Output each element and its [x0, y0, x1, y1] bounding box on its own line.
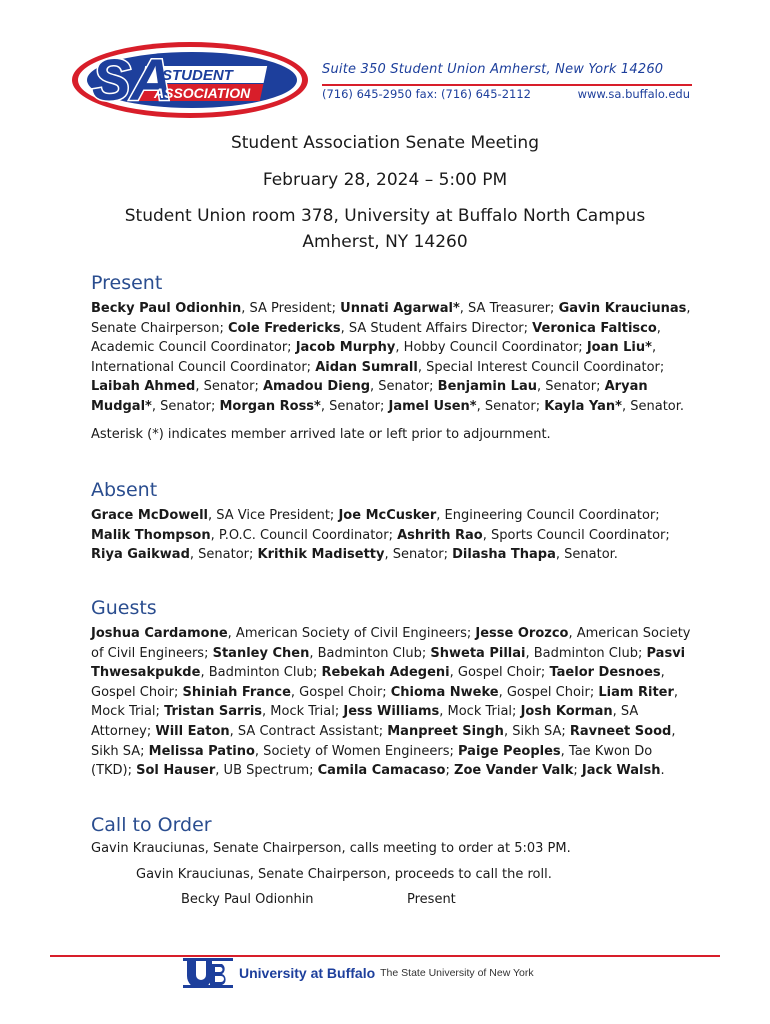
member-name: Benjamin Lau	[437, 379, 537, 395]
roll-row	[181, 892, 691, 907]
university-subtitle: The State University of New York	[380, 967, 534, 979]
member-name: Laibah Ahmed	[91, 379, 196, 395]
member-name: Josh Korman	[520, 704, 613, 720]
member-role: , Badminton Club;	[200, 665, 322, 681]
member-name: Taelor Desnoes	[549, 665, 661, 681]
header-divider	[322, 84, 692, 86]
member-role: ;	[573, 763, 582, 779]
ub-logo-icon	[183, 958, 233, 988]
roll-status: Present	[407, 892, 456, 907]
member-name: Ravneet Sood	[569, 723, 672, 739]
present-section	[91, 272, 691, 442]
member-role: , SA Contract Assistant;	[229, 723, 388, 739]
member-role: , Senator;	[195, 379, 263, 395]
member-name: Paige Peoples	[458, 743, 561, 759]
member-role: , P.O.C. Council Coordinator;	[210, 527, 398, 543]
member-name: Stanley Chen	[212, 645, 310, 661]
member-role: , Mock Trial;	[439, 704, 521, 720]
member-name: Melissa Patino	[148, 743, 255, 759]
present-list	[91, 299, 691, 417]
member-name: Liam Riter	[598, 684, 674, 700]
member-role: , Senator;	[384, 547, 453, 563]
member-role: , Gospel Choir;	[498, 684, 599, 700]
svg-text:SA: SA	[92, 48, 173, 113]
member-name: Jack Walsh	[581, 763, 661, 779]
member-role: , Special Interest Council Coordinator;	[417, 359, 665, 375]
member-role: , Gospel Choir;	[91, 665, 665, 700]
member-name: Rebekah Adegeni	[321, 665, 450, 681]
roll-name: Becky Paul Odionhin	[181, 892, 314, 907]
member-name: Grace McDowell	[91, 508, 209, 523]
member-name: Jesse Orozco	[475, 626, 569, 641]
member-role: , Senator.	[621, 398, 685, 414]
svg-text:ASSOCIATION: ASSOCIATION	[154, 85, 251, 101]
member-name: Unnati Agarwal*	[340, 301, 460, 316]
letterhead	[70, 34, 710, 124]
call-to-order-section	[91, 814, 691, 907]
member-name: Ashrith Rao	[397, 527, 483, 543]
roll-call-text: Gavin Krauciunas, Senate Chairperson, proceeds to call the roll.	[136, 867, 552, 882]
member-role: , SA President;	[241, 301, 341, 316]
website-link[interactable]: www.sa.buffalo.edu	[577, 87, 690, 101]
guests-section	[91, 597, 691, 781]
university-name: University at Buffalo	[239, 965, 376, 981]
member-name: Manpreet Singh	[387, 723, 504, 739]
address: Suite 350 Student Union Amherst, New York 14260	[322, 62, 664, 77]
member-name: Riya Gaikwad	[91, 547, 190, 563]
member-role: , Mock Trial;	[262, 704, 344, 720]
member-role: , Mock Trial;	[91, 684, 679, 720]
member-name: Dilasha Thapa	[452, 547, 556, 563]
member-role: , SA Student Affairs Director;	[340, 320, 533, 336]
member-name: Malik Thompson	[91, 527, 211, 543]
member-name: Will Eaton	[155, 723, 230, 739]
member-name: Camila Camacaso	[317, 763, 446, 779]
member-name: Tristan Sarris	[164, 704, 263, 720]
member-role: , Sports Council Coordinator;	[482, 527, 670, 543]
meeting-location-line2: Amherst, NY 14260	[302, 232, 468, 252]
member-name: Joe McCusker	[338, 508, 437, 523]
member-role: , American Society of Civil Engineers;	[227, 626, 476, 641]
member-name: Becky Paul Odionhin	[91, 301, 242, 316]
member-name: Shiniah France	[182, 684, 291, 700]
member-role: , Engineering Council Coordinator;	[436, 508, 660, 523]
meeting-date: February 28, 2024 – 5:00 PM	[262, 170, 508, 190]
asterisk-note: Asterisk (*) indicates member arrived late or left prior to adjournment.	[91, 426, 551, 442]
member-name: Aidan Sumrall	[315, 359, 418, 375]
footer	[183, 958, 534, 988]
member-role: , Sikh SA;	[91, 723, 676, 759]
member-role: , International Council Coordinator;	[91, 340, 657, 375]
member-name: Joshua Cardamone	[91, 626, 228, 641]
member-name: Shweta Pillai	[430, 645, 526, 661]
member-role: , Sikh SA;	[503, 723, 570, 739]
member-role: , Senator;	[189, 547, 258, 563]
member-name: Cole Fredericks	[228, 320, 341, 336]
member-name: Jess Williams	[343, 704, 440, 720]
member-role: , SA Attorney;	[91, 704, 639, 739]
member-name: Chioma Nweke	[390, 684, 499, 700]
member-name: Joan Liu*	[586, 340, 652, 356]
guests-heading: Guests	[91, 597, 157, 619]
member-name: Amadou Dieng	[263, 379, 371, 395]
member-role: , Society of Women Engineers;	[254, 743, 458, 759]
member-role: , SA Treasurer;	[459, 301, 559, 316]
member-role: , Senator;	[476, 398, 545, 414]
member-name: Jacob Murphy	[295, 340, 396, 356]
member-role: , Hobby Council Coordinator;	[395, 340, 587, 356]
guests-list	[91, 624, 691, 781]
svg-text:STUDENT: STUDENT	[162, 67, 233, 84]
meeting-location-line1: Student Union room 378, University at Buffalo North Campus	[124, 206, 646, 226]
absent-list	[91, 506, 691, 565]
phone-fax: (716) 645-2950 fax: (716) 645-2112	[322, 87, 531, 101]
contact-info	[322, 62, 690, 101]
member-name: Aryan Mudgal*	[91, 379, 648, 414]
member-role: , Senator;	[151, 398, 220, 414]
sa-logo	[70, 34, 310, 122]
member-name: Veronica Faltisco	[532, 320, 657, 336]
member-name: Morgan Ross*	[219, 398, 321, 414]
member-role: , Senate Chairperson;	[91, 301, 691, 336]
member-role: ;	[445, 763, 455, 779]
member-name: Zoe Vander Valk	[454, 763, 574, 779]
member-role: , Gospel Choir;	[449, 665, 550, 681]
member-name: Jamel Usen*	[388, 398, 477, 414]
call-to-order-heading: Call to Order	[91, 814, 212, 836]
member-role: .	[660, 763, 665, 779]
member-name: Krithik Madisetty	[257, 547, 385, 563]
call-to-order-text: Gavin Krauciunas, Senate Chairperson, calls meeting to order at 5:03 PM.	[91, 841, 571, 856]
member-role: , UB Spectrum;	[215, 763, 318, 779]
absent-section	[91, 479, 691, 565]
member-name: Kayla Yan*	[544, 398, 622, 414]
absent-heading: Absent	[91, 479, 158, 501]
member-role: , Badminton Club;	[525, 645, 647, 661]
meeting-title: Student Association Senate Meeting	[230, 133, 540, 153]
member-name: Gavin Krauciunas	[558, 301, 687, 316]
member-role: , Senator.	[555, 547, 618, 563]
member-role: , Badminton Club;	[309, 645, 431, 661]
member-role: , Senator;	[370, 379, 438, 395]
member-name: Sol Hauser	[136, 763, 216, 779]
member-role: , Tae Kwon Do (TKD);	[91, 743, 653, 779]
member-role: , Senator;	[320, 398, 389, 414]
member-role: , American Society of Civil Engineers;	[91, 626, 691, 661]
member-role: , SA Vice President;	[208, 508, 339, 523]
footer-divider	[50, 955, 720, 957]
member-role: , Senator;	[536, 379, 605, 395]
present-heading: Present	[91, 272, 163, 294]
member-name: Pasvi Thwesakpukde	[91, 645, 686, 681]
member-role: , Gospel Choir;	[290, 684, 391, 700]
member-role: , Academic Council Coordinator;	[91, 320, 661, 356]
